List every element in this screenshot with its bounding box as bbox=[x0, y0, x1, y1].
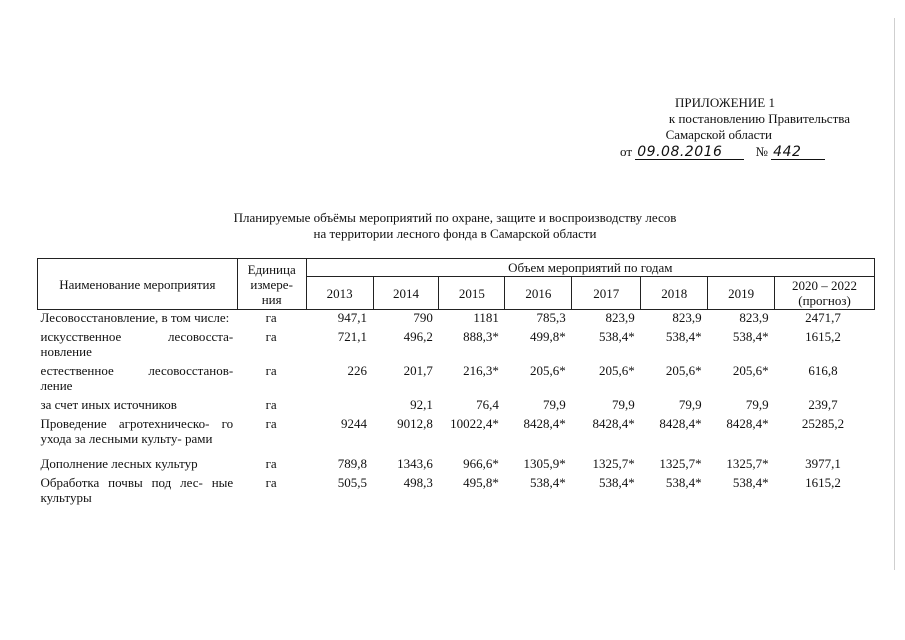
row-unit: га bbox=[265, 310, 277, 325]
row-name: Дополнение лесных культур bbox=[40, 456, 198, 471]
row-value: 538,4* bbox=[598, 475, 635, 490]
from-label: от bbox=[620, 144, 633, 159]
row-name: естественное лесовосстанов- ление bbox=[40, 363, 234, 393]
row-value: 499,8* bbox=[530, 329, 566, 344]
appendix-block bbox=[600, 95, 850, 160]
appendix-line-1: к постановлению Правительства bbox=[668, 111, 850, 126]
row-unit: га bbox=[265, 475, 277, 490]
header-name: Наименование мероприятия bbox=[38, 259, 238, 310]
plan-table-body bbox=[38, 310, 875, 506]
decree-date-number bbox=[600, 144, 850, 160]
number-label: № bbox=[755, 144, 768, 159]
row-value: 538,4* bbox=[665, 475, 702, 490]
row-name: Лесовосстановление, в том числе: bbox=[40, 310, 230, 325]
appendix-line-2: Самарской области bbox=[665, 127, 772, 142]
appendix-title: ПРИЛОЖЕНИЕ 1 bbox=[675, 95, 775, 110]
row-value: 239,7 bbox=[808, 397, 838, 412]
row-value: 1305,9* bbox=[523, 456, 566, 471]
row-value: 216,3* bbox=[463, 363, 499, 378]
row-value: 79,9 bbox=[678, 397, 702, 412]
row-value: 538,4* bbox=[732, 475, 769, 490]
row-unit: га bbox=[265, 456, 277, 471]
row-value: 8428,4* bbox=[523, 416, 566, 431]
row-unit: га bbox=[265, 397, 277, 412]
row-value: 538,4* bbox=[598, 329, 635, 344]
header-year: 2016 bbox=[505, 277, 572, 310]
row-value: 721,1 bbox=[337, 329, 367, 344]
row-value: 1615,2 bbox=[805, 329, 841, 344]
header-year: 2019 bbox=[708, 277, 775, 310]
row-value: 205,6* bbox=[732, 363, 769, 378]
header-year: 2014 bbox=[373, 277, 439, 310]
table-row bbox=[38, 310, 875, 326]
row-value: 1325,7* bbox=[659, 456, 702, 471]
row-value: 947,1 bbox=[337, 310, 367, 325]
header-year: 2013 bbox=[306, 277, 373, 310]
header-year-forecast: 2020 – 2022 (прогноз) bbox=[775, 277, 875, 310]
row-value: 495,8* bbox=[463, 475, 499, 490]
row-value: 79,9 bbox=[745, 397, 769, 412]
row-value: 1615,2 bbox=[805, 475, 841, 490]
header-volume: Объем мероприятий по годам bbox=[306, 259, 874, 277]
row-value: 538,4* bbox=[732, 329, 769, 344]
row-value: 76,4 bbox=[476, 397, 499, 412]
table-row bbox=[38, 363, 875, 393]
row-value: 538,4* bbox=[530, 475, 566, 490]
row-value: 8428,4* bbox=[659, 416, 702, 431]
row-value: 226 bbox=[347, 363, 367, 378]
decree-number: 442 bbox=[771, 145, 825, 160]
row-value: 8428,4* bbox=[726, 416, 769, 431]
row-name: за счет иных источников bbox=[40, 397, 177, 412]
row-value: 823,9 bbox=[605, 310, 635, 325]
row-value: 25285,2 bbox=[801, 416, 845, 431]
row-value: 538,4* bbox=[665, 329, 702, 344]
row-value: 966,6* bbox=[463, 456, 499, 471]
row-value: 888,3* bbox=[463, 329, 499, 344]
document-title bbox=[110, 210, 800, 242]
row-value: 1325,7* bbox=[726, 456, 769, 471]
row-value: 201,7 bbox=[403, 363, 433, 378]
row-unit: га bbox=[265, 416, 277, 431]
row-value: 1343,6 bbox=[397, 456, 433, 471]
row-value: 10022,4* bbox=[450, 416, 499, 431]
row-value: 823,9 bbox=[739, 310, 769, 325]
row-value: 1325,7* bbox=[592, 456, 635, 471]
header-year: 2017 bbox=[572, 277, 641, 310]
row-value: 789,8 bbox=[337, 456, 367, 471]
header-unit: Единица измере- ния bbox=[237, 259, 306, 310]
plan-table bbox=[37, 258, 875, 505]
row-value: 79,9 bbox=[543, 397, 566, 412]
row-value: 498,3 bbox=[403, 475, 433, 490]
row-value: 790 bbox=[413, 310, 433, 325]
row-value: 2471,7 bbox=[805, 310, 841, 325]
header-year: 2018 bbox=[641, 277, 708, 310]
row-name: Обработка почвы под лес- ные культуры bbox=[40, 475, 234, 505]
row-value: 505,5 bbox=[337, 475, 367, 490]
row-value: 79,9 bbox=[611, 397, 635, 412]
row-value: 616,8 bbox=[808, 363, 838, 378]
table-row bbox=[38, 456, 875, 471]
row-value: 1181 bbox=[473, 310, 499, 325]
table-row bbox=[38, 397, 875, 412]
row-value: 3977,1 bbox=[805, 456, 841, 471]
row-value: 92,1 bbox=[410, 397, 433, 412]
page-edge-line bbox=[894, 18, 895, 570]
row-value: 496,2 bbox=[403, 329, 433, 344]
row-unit: га bbox=[265, 329, 277, 344]
row-value: 9244 bbox=[341, 416, 367, 431]
row-value: 785,3 bbox=[536, 310, 566, 325]
decree-date: 09.08.2016 bbox=[635, 145, 744, 160]
row-value: 205,6* bbox=[665, 363, 702, 378]
row-name: искусственное лесовосста- новление bbox=[40, 329, 234, 359]
row-name: Проведение агротехническо- го ухода за лесными культу- рами bbox=[40, 416, 234, 446]
row-value: 205,6* bbox=[598, 363, 635, 378]
row-unit: га bbox=[265, 363, 277, 378]
row-value bbox=[306, 397, 373, 412]
header-year: 2015 bbox=[439, 277, 505, 310]
table-row bbox=[38, 329, 875, 359]
row-value: 8428,4* bbox=[592, 416, 635, 431]
document-title-line-2: на территории лесного фонда в Самарской области bbox=[313, 226, 597, 241]
table-row bbox=[38, 475, 875, 505]
row-value: 205,6* bbox=[530, 363, 566, 378]
table-row bbox=[38, 416, 875, 452]
row-value: 823,9 bbox=[672, 310, 702, 325]
row-value: 9012,8 bbox=[397, 416, 433, 431]
document-title-line-1: Планируемые объёмы мероприятий по охране, защите и воспроизводству лесов bbox=[233, 210, 677, 225]
